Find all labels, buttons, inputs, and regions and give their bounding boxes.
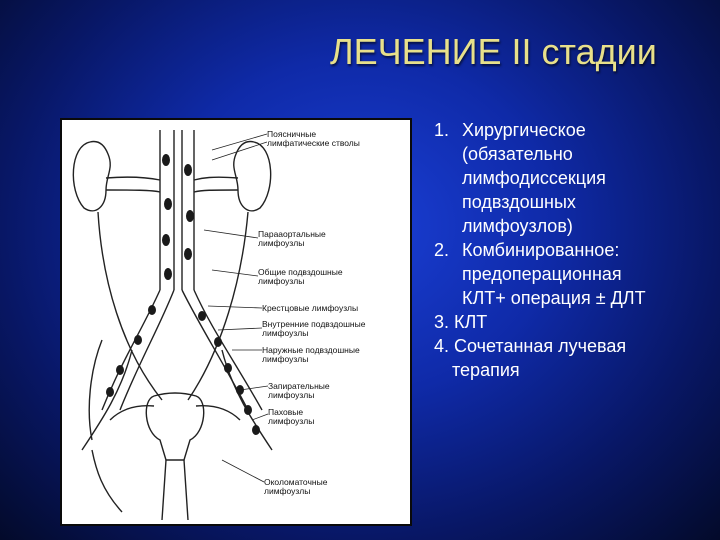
uterus — [146, 393, 203, 460]
figure-label-inguinal-nodes: Паховые лимфоузлы — [268, 407, 315, 426]
left-kidney — [73, 142, 110, 211]
figure-label-obturator-nodes: Запирательные лимфоузлы — [268, 381, 330, 400]
list-item-line: лимфоузлов) — [462, 216, 573, 236]
list-item-combined-radiation: 4. Сочетанная лучевая — [434, 336, 627, 356]
list-item-line: КЛТ+ операция ± ДЛТ — [462, 288, 646, 308]
treatment-list — [432, 118, 717, 382]
figure-label-internal-iliac-nodes: Внутренние подвздошные лимфоузлы — [262, 319, 366, 338]
list-item-line: лимфодиссекция — [462, 168, 606, 188]
figure-label-lumbar-trunks: Поясничные лимфатические стволы — [267, 129, 360, 148]
figure-label-paraaortic-nodes: Парааортальные лимфоузлы — [258, 229, 326, 248]
list-item-line: предоперационная — [462, 264, 622, 284]
list-number: 1. — [434, 120, 450, 140]
figure-label-common-iliac-nodes: Общие подвздошные лимфоузлы — [258, 267, 343, 286]
figure-label-sacral-nodes: Крестцовые лимфоузлы — [262, 303, 359, 313]
aorta — [160, 130, 174, 290]
right-kidney — [234, 142, 271, 211]
list-item-klt: 3. КЛТ — [434, 312, 488, 332]
list-item-line: Комбинированное: — [462, 240, 620, 260]
vena-cava — [182, 130, 194, 290]
list-item-combined-radiation-cont: терапия — [452, 360, 520, 380]
list-item-combined — [432, 238, 717, 310]
list-item-surgery — [432, 118, 717, 238]
list-item-line: подвздошных — [462, 192, 576, 212]
figure-label-parametrial-nodes: Околоматочные лимфоузлы — [264, 477, 328, 496]
lymphatic-system-figure — [60, 118, 412, 526]
list-number: 2. — [434, 240, 450, 260]
list-item-line: Хирургическое — [462, 120, 586, 140]
figure-label-external-iliac-nodes: Наружные подвздошные лимфоузлы — [262, 345, 360, 364]
slide-title: ЛЕЧЕНИЕ II стадии — [330, 31, 657, 72]
list-item-line: (обязательно — [462, 144, 573, 164]
